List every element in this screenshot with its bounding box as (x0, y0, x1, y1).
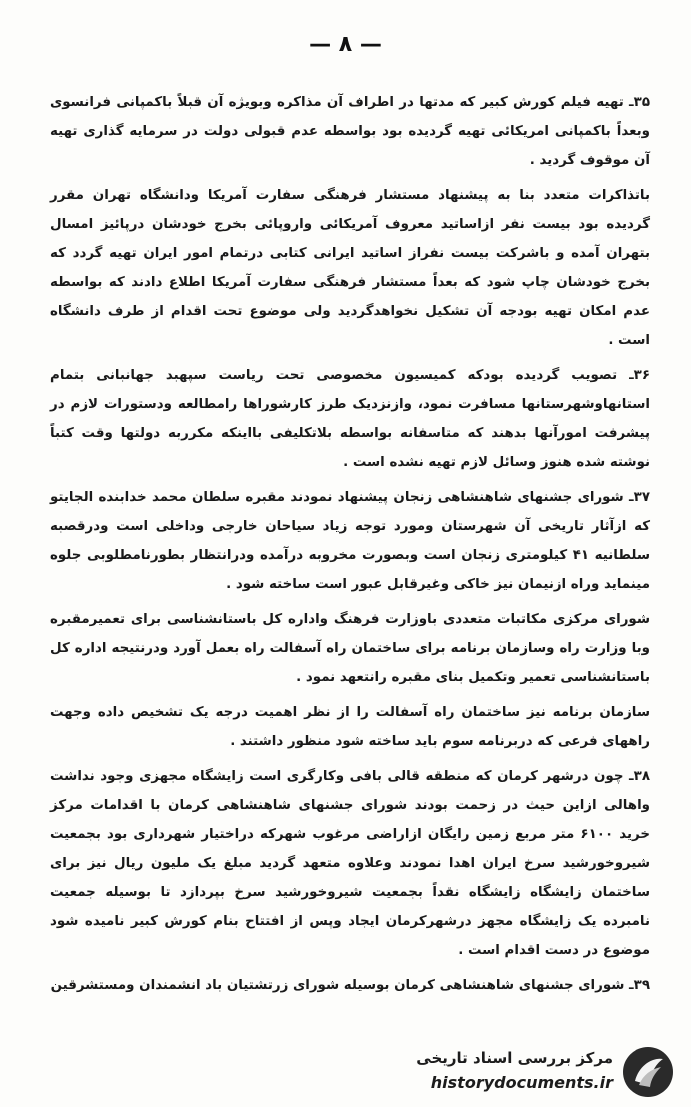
paragraph-38: ۳۸ـ چون درشهر کرمان که منطقه قالی بافی وکارگری است زایشگاه مجهزی وجود نداشت واهالی ازاین حیث در زحمت بودند شورای جشنهای شاهنشاهی کرمان با اقدامات مرکز خرید ۶۱۰۰ متر مربع زمین رایگان ازاراضی مرغوب شهرکه دراختیار شهرداری بود بجمعیت شیروخورشید سرخ ایران اهدا نمودند وعلاوه متعهد گردید مبلغ یک ملیون ریال نیز برای ساختمان زایشگاه زایشگاه نقداً بجمعیت شیروخورشید سرخ بپردازد تا بوسیله جمعیت نامبرده یک زایشگاه مجهز درشهرکرمان ایجاد وپس از افتتاح بنام کورش کبیر نامیده شود موضوع در دست اقدام است . (50, 769, 651, 958)
paragraph-36: ۳۶ـ تصویب گردیده بودکه کمیسیون مخصوصی تحت ریاست سپهبد جهانبانی بتمام استانهاوشهرستانها مسافرت نمود، وازنزدیک طرز کارشوراها رامطالعه ودستورات لازم در پیشرفت امورآنها بدهند که متاسفانه بواسطه بلاتکلیفی بااینکه مکرربه دولتها وقت کتباً نوشته شده هنوز وسائل لازم تهیه نشده است . (50, 368, 650, 470)
history-documents-logo-icon (621, 1045, 675, 1099)
page-number: — ۸ — (309, 32, 382, 57)
paragraph-35: ۳۵ـ تهیه فیلم کورش کبیر که مدتها در اطراف آن مذاکره وبویژه آن قبلاً باکمپانی فرانسوی وبعداً باکمپانی امریکائی تهیه گردیده بود بواسطه عدم قبولی دولت در سرمایه گذاری تهیه آن موقوف گردید . (50, 95, 650, 168)
paragraph-37-planning: سازمان برنامه نیز ساختمان راه آسفالت را از نظر اهمیت درجه یک تشخیص داده وجهت راههای فرعی که دربرنامه سوم باید ساخته شود منظور داشتند . (50, 705, 650, 749)
document-body (50, 88, 650, 1006)
paragraph-39: ۳۹ـ شورای جشنهای شاهنشاهی کرمان بوسیله شورای زرتشتیان باد انشمندان ومستشرقین (50, 978, 650, 993)
watermark-title: مرکز بررسی اسناد تاریخی (416, 1049, 613, 1067)
watermark (398, 1043, 683, 1099)
watermark-site: historydocuments.ir (430, 1073, 613, 1092)
paragraph-35-continued: باتذاکرات متعدد بنا به پیشنهاد مستشار فرهنگی سفارت آمریکا ودانشگاه تهران مقرر گردیده بود بیست نفر ازاساتید معروف آمریکائی واروپائی بخرج خودشان درپائیز امسال بتهران آمده و باشرکت بیست نفراز اساتید ایرانی کتابی درتمام امور ایران تهیه گردد که بخرج خودشان چاپ شود که بعداً مستشار فرهنگی سفارت آمریکا اطلاع دادند که بواسطه عدم امکان تهیه بودجه آن تشکیل نخواهدگردید ولی موضوع تحت اقدام از طرف دانشگاه است . (50, 188, 650, 348)
paragraph-37-council: شورای مرکزی مکاتبات متعددی باوزارت فرهنگ واداره کل باستانشناسی برای تعمیرمقبره وبا وزارت راه وسازمان برنامه برای ساختمان راه آسفالت راه بعمل آورد ودرنتیجه اداره کل باستانشناسی تعمیر وتکمیل بنای مقبره رانتعهد نمود . (50, 612, 650, 685)
paragraph-37: ۳۷ـ شورای جشنهای شاهنشاهی زنجان پیشنهاد نمودند مقبره سلطان محمد خدابنده الجایتو که ازآثار تاریخی آن شهرستان ومورد توجه زیاد سیاحان خارجی وداخلی است ودرقصبه سلطانیه ۴۱ کیلومتری زنجان است وبصورت مخروبه درآمده ودرانتظار بطورنامطلوبی جلوه مینماید وراه ازنیمان نیز خاکی وغیرقابل عبور است ساخته شود . (50, 490, 650, 592)
